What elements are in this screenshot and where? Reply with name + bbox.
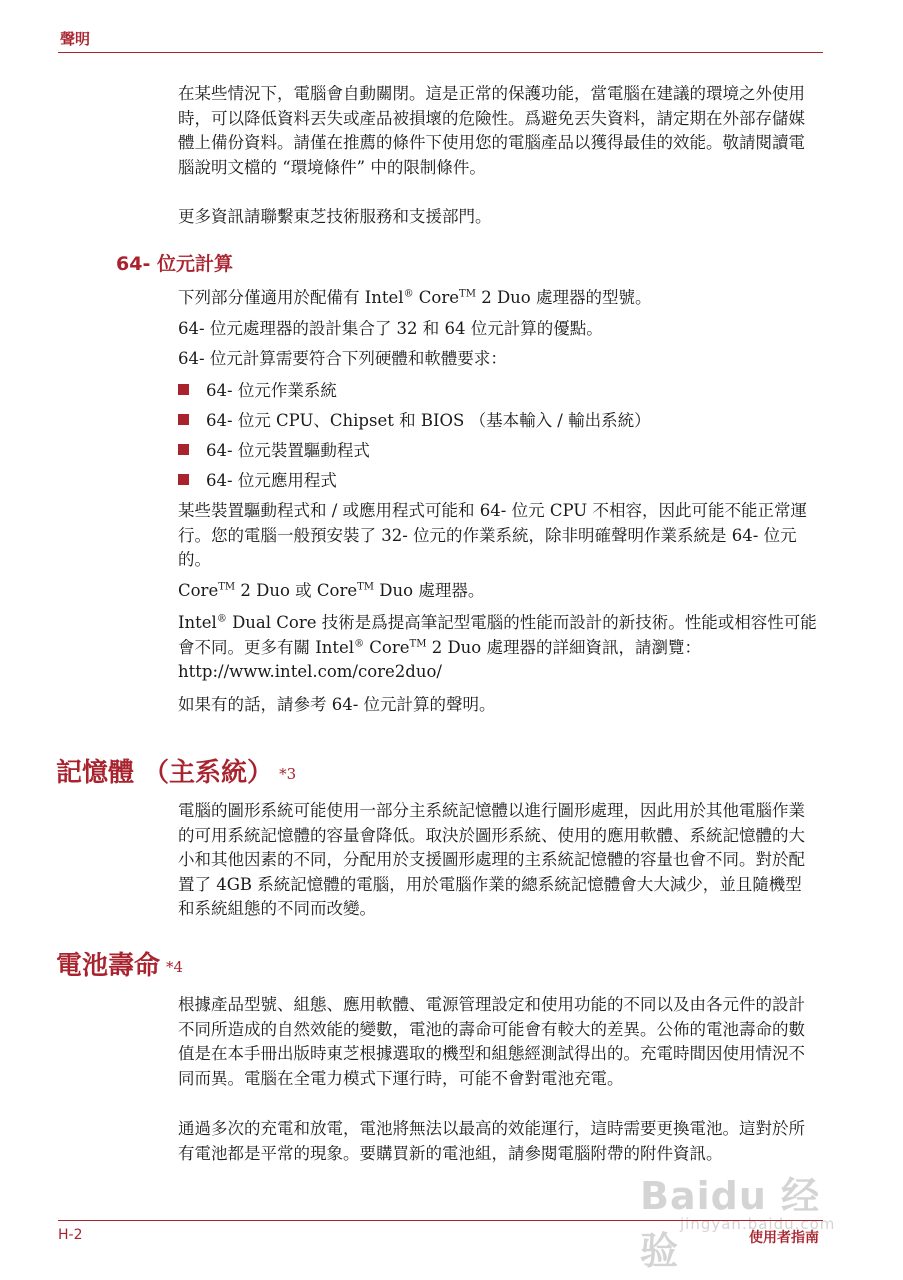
section-64bit-paragraph-4: 某些裝置驅動程式和 / 或應用程式可能和 64- 位元 CPU 不相容，因此可能不能正常運行。您的電腦一般預安裝了 32- 位元的作業系統，除非明確聲明作業系統是 64- 位元的。 xyxy=(178,501,807,569)
list-item: 64- 位元 CPU、Chipset 和 BIOS （基本輸入 / 輸出系統） xyxy=(178,409,818,433)
bullet-square-icon xyxy=(178,444,189,455)
list-item: 64- 位元應用程式 xyxy=(178,469,818,493)
page-header xyxy=(58,26,823,53)
battery-paragraph-1: 根據產品型號、組態、應用軟體、電源管理設定和使用功能的不同以及由各元件的設計不同所造成的自然效能的變數，電池的壽命可能會有較大的差異。公佈的電池壽命的數值是在本手冊出版時東芝根據選取的機型和組態經測試得出的。充電時間因使用情況不同而異。電腦在全電力模式下運行時，可能不會對電池充電。 xyxy=(178,995,805,1088)
page-number: H-2 xyxy=(58,1227,83,1243)
section-64bit-paragraph-2: 64- 位元處理器的設計集合了 32 和 64 位元計算的優點。 xyxy=(178,319,603,338)
footer-guide-title: 使用者指南 xyxy=(749,1230,819,1246)
intro-paragraph-2: 更多資訊請聯繫東芝技術服務和支援部門。 xyxy=(178,207,492,226)
bullet-square-icon xyxy=(178,414,189,425)
section-64bit-paragraph-1: 下列部分僅適用於配備有 Intel® Core™ 2 Duo 處理器的型號。 xyxy=(178,288,652,307)
section-64bit-heading: 64- 位元計算 xyxy=(116,253,233,275)
header-title: 聲明 xyxy=(60,30,91,48)
watermark xyxy=(640,1165,855,1273)
battery-paragraph-2: 通過多次的充電和放電，電池將無法以最高的效能運行，這時需要更換電池。這對於所有電池都是平常的現象。要購買新的電池組，請參閱電腦附帶的附件資訊。 xyxy=(178,1119,805,1163)
memory-footnote-ref: *3 xyxy=(279,764,297,783)
section-64bit-paragraph-7: 如果有的話，請參考 64- 位元計算的聲明。 xyxy=(178,695,496,714)
bullet-square-icon xyxy=(178,384,189,395)
list-item: 64- 位元裝置驅動程式 xyxy=(178,439,818,463)
memory-paragraph: 電腦的圖形系統可能使用一部分主系統記憶體以進行圖形處理，因此用於其他電腦作業的可用系統記憶體的容量會降低。取決於圖形系統、使用的應用軟體、系統記憶體的大小和其他因素的不同，分配用於支援圖形處理的主系統記憶體的容量也會不同。對於配置了 4GB 系統記憶體的電腦，用於電腦作業的總系統記憶體會大大減少，並且隨機型和系統組態的不同而改變。 xyxy=(178,801,805,918)
list-item: 64- 位元作業系統 xyxy=(178,379,818,403)
memory-heading: 記憶體 （主系統） *3 xyxy=(56,758,297,788)
watermark-brand: Baidu 经验 xyxy=(640,1174,821,1273)
intro-paragraph-1: 在某些情況下，電腦會自動關閉。這是正常的保護功能，當電腦在建議的環境之外使用時，可以降低資料丟失或產品被損壞的危險性。爲避免丟失資料，請定期在外部存儲媒體上備份資料。請僅在推薦的條件下使用您的電腦產品以獲得最佳的效能。敬請閱讀電腦說明文檔的 “環境條件” 中的限制條件。 xyxy=(178,84,805,177)
watermark-url: jingyan.baidu.com xyxy=(680,1215,836,1233)
section-64bit-paragraph-5: Core™ 2 Duo 或 Core™ Duo 處理器。 xyxy=(178,581,485,600)
battery-heading: 電池壽命 *4 xyxy=(56,951,184,981)
section-64bit-paragraph-6: Intel® Dual Core 技術是爲提高筆記型電腦的性能而設計的新技術。性能或相容性可能會不同。更多有關 Intel® Core™ 2 Duo 處理器的詳細資訊，請瀏覽：http://www.intel.com/core2duo/ xyxy=(178,613,817,681)
battery-footnote-ref: *4 xyxy=(166,957,184,976)
section-64bit-paragraph-3: 64- 位元計算需要符合下列硬體和軟體要求： xyxy=(178,349,507,368)
bullet-square-icon xyxy=(178,474,189,485)
